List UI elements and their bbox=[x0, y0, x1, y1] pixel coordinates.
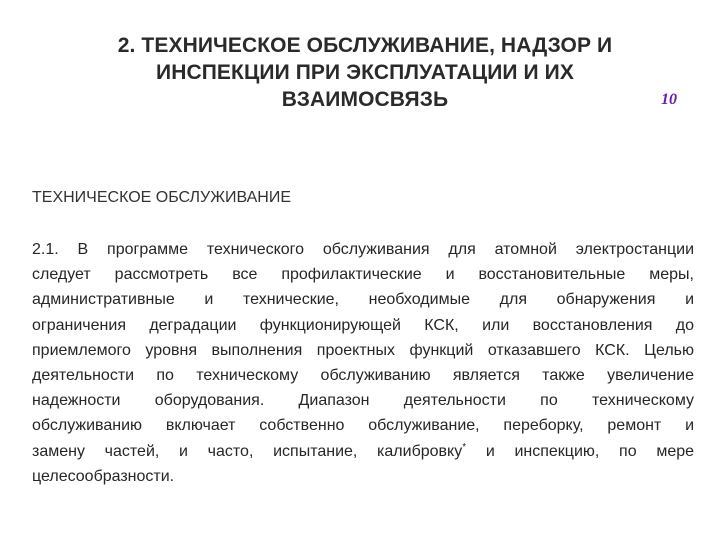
paragraph-2-1 bbox=[32, 237, 694, 489]
paragraph-line: административные и технические, необходимые для обнаружения и bbox=[32, 291, 694, 309]
section-title: ТЕХНИЧЕСКОЕ ОБСЛУЖИВАНИЕ bbox=[32, 189, 292, 206]
line-text-after-footnote: и инспекцию, по мере bbox=[466, 442, 695, 460]
paragraph-line: надежности оборудования. Диапазон деятельности по техническому bbox=[32, 392, 694, 410]
footnote-mark: * bbox=[462, 441, 467, 453]
document-heading bbox=[70, 32, 660, 113]
paragraph-line: ограничения деградации функционирующей КСК, или восстановления до bbox=[32, 316, 694, 334]
paragraph-line-footnote bbox=[32, 439, 694, 464]
heading-line-2: ИНСПЕКЦИИ ПРИ ЭКСПЛУАТАЦИИ И ИХ bbox=[156, 61, 574, 84]
paragraph-line: следует рассмотреть все профилактические и восстановительные меры, bbox=[32, 266, 694, 284]
heading-line-3: ВЗАИМОСВЯЗЬ bbox=[281, 88, 449, 111]
paragraph-line: обслуживанию включает собственно обслуживание, переборку, ремонт и bbox=[32, 417, 694, 435]
line-text-before-footnote: замену частей, и часто, испытание, калибровку bbox=[32, 442, 463, 460]
heading-line-1: 2. ТЕХНИЧЕСКОЕ ОБСЛУЖИВАНИЕ, НАДЗОР И bbox=[117, 34, 613, 57]
paragraph-line-last: целесообразности. bbox=[32, 467, 175, 485]
paragraph-line: деятельности по техническому обслуживанию является также увеличение bbox=[32, 366, 694, 384]
paragraph-line: приемлемого уровня выполнения проектных функций отказавшего КСК. Целью bbox=[32, 341, 694, 359]
paragraph-line: 2.1. В программе технического обслуживания для атомной электростанции bbox=[32, 241, 694, 258]
page-number: 10 bbox=[661, 91, 677, 108]
